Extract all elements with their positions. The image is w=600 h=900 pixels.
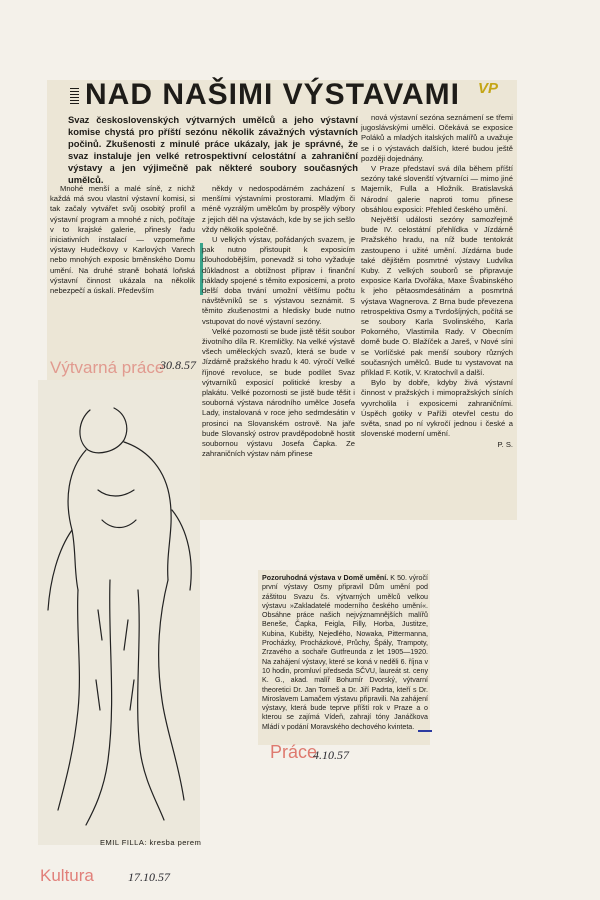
column-2-text-b: U velkých výstav, pořádaných svazem, je pak nutno přistoupit k exposicím dlouhodobějším, ponevadž si toho vyžaduje důkladnost a obtížnost příprav i finanční náklady spojené s těmito exposicemi, a proto delší doba trvání umožní většímu počtu návštěvníků se s výstavou seznámit. S těmito zkušenostmi a hledisky bude nutno vstupovat do nové výstavní sezóny. [202,235,355,326]
column-2-text-a: někdy v nedospodárném zacházení s menšími výstavními prostorami. Mladým či méně vyzrálým umělcům by prospěly výbory z jejich děl na výstavách, kde by se jich sešlo vždy několik společně. [202,184,355,234]
column-1-text: Mnohé menší a malé síně, z nichž každá má svou vlastní výstavní komisi, si tak začaly vytvářet svůj osobitý profil a výstavní program a mnohé z nich, počítaje v to krajské galerie, přinesly řadu iniciativních instalací — vzpomeňme výstavy Hudečkovy v Karlových Varech nebo mnohých exposic brněnského Domu umění. Na druhé straně bohatá loňská výstavní činnost ukázala na několik nebezpečí a úskalí. Především [50,184,195,296]
exhibition-notice [262,574,428,732]
notice-body: K 50. výročí první výstavy Osmy připravil Dům umění pod záštitou Svazu čs. výtvarných umělců velkou výstavu »Zakladatelé moderního českého umění«. Obsáhne práce našich nejvýznamnějších malířů Beneše, Čapka, Feigla, Filly, Horba, Justitze, Kubina, Kubišty, Nejedlého, Nowaka, Pittermanna, Procházky, Procházkové, Průchy, Špály, Trampoty, Zrzavého a sochaře Gutfreunda z let 1905—1920. Na zahájení výstavy, které se koná v neděli 6. října v 10 hodin, promluví předseda SČVU, laureát st. ceny K. G., akad. malíř Bohumír Dvorský, výtvarní theoretici Dr. Jan Tomeš a Dr. Jiří Padrta, kteří s Dr. Miroslavem Lamačem výstavu připravili. Na zahájení výstavy, která bude teprve příští rok v Praze a o kterou se zajímá Vídeň, zahrají tóny Janáčkova Mládí v podání Moravského dechového kvinteta. [262,574,428,731]
column-3-text-a: nová výstavní sezóna seznámení se třemi jugoslávskými umělci. Očekává se exposice Poláků a mladých italských malířů a uvažuje se i o výstavách dalších, které budou ještě později dojednány. [361,113,513,163]
column-2-text-c: Velké pozornosti se bude jistě těšit soubor životního díla R. Kremličky. Na velké výstavě všech uměleckých svazů, která se bude v Jízdárně pražského hradu k 40. výročí Velké říjnové revoluce, se bude podílet Svaz výtvarníků exposicí politické kresby a plakátu. Velké pozornosti se jistě bude těšit i souborná výstava národního umělce Josefa Lady, instalovaná v roce jeho sedmdesátin v prosinci na Slovanském ostrově. Na jaře bude Slovanský ostrov pravděpodobně hostit soubornou výstavu Josefa Čapka. Ze zahraničních výstav nám přinese [202,326,355,459]
source-stamp-kultura: Kultura [40,866,94,885]
handwritten-date-prace: 4.10.57 [313,748,349,762]
handwritten-initials: VP [478,80,499,97]
article-column-1 [50,184,195,296]
notice-title: Pozoruhodná výstava v Domě umění. [262,574,389,582]
decorative-rule [70,88,79,106]
source-stamp-vytvarna-prace: Výtvarná práce [50,358,165,377]
headline: NAD NAŠIMI VÝSTAVAMI [85,78,461,111]
signature: P. S. [497,439,513,449]
ink-mark [418,730,432,732]
article-column-2 [202,184,355,459]
lead-paragraph: Svaz československých výtvarných umělců a jeho výstavní komise chystá pro příští sezónu několik závažných výstavních počinů. Zkušenosti z minulé práce ukázaly, jak je správné, že svaz instaluje jen velké retrospektivní celostátní a zahraniční výstavy a jen výjimečně pak některé soubory současných umělců. [68,114,358,185]
column-3-text-c: Největší události sezóny samozřejmě bude IV. celostátní přehlídka v Jízdárně Pražského hradu, na níž bude tentokrát zastoupeno i užité umění. Jízdárna bude také dějištěm posmrtné výstavy Ludvíka Kuby. Z velkých souborů se připravuje exposice Karla Dvořáka, Maxe Švabinského k jeho pětaosmdesátinám a posmrtná výstava Wagnerova. Z Brna bude převezena retrospektiva Osmy a Tvrdošíjných, počítá se se soubory Karla Svolinského, Karla Pokorného, Vlastimila Rady. V Obecním domě bude O. Blažíček a Jareš, v Nové síni se Vorlíčské pak menší soubory různých současných umělců. Bude tu vystavovat na příklad F. Kotík, V. Kratochvíl a další. [361,215,513,378]
source-stamp-prace: Práce [270,742,318,762]
article-column-3 [361,113,513,450]
column-3-text-d: Bylo by dobře, kdyby živá výstavní činnost v pražských i mimopražských síních vyvrcholila i exposicemi zahraničními. Úspěch gotiky v Paříži otevřel cestu do světa, snad po ní vykročí jednou i české a slovenské moderní umění. [361,378,513,439]
pen-sketch-figure [38,380,200,835]
column-3-text-b: V Praze představí svá díla během příští sezóny také slovenští výtvarníci — mimo jiné Majerník, Fulla a Hložník. Bratislavská Národní galerie naproti tomu přinese obsáhlou exposici: Přehled českého umění. [361,164,513,214]
handwritten-date-kultura: 17.10.57 [128,870,170,884]
illustration-caption: EMIL FILLA: kresba perem [100,838,202,847]
handwritten-date: 30.8.57 [160,358,196,372]
